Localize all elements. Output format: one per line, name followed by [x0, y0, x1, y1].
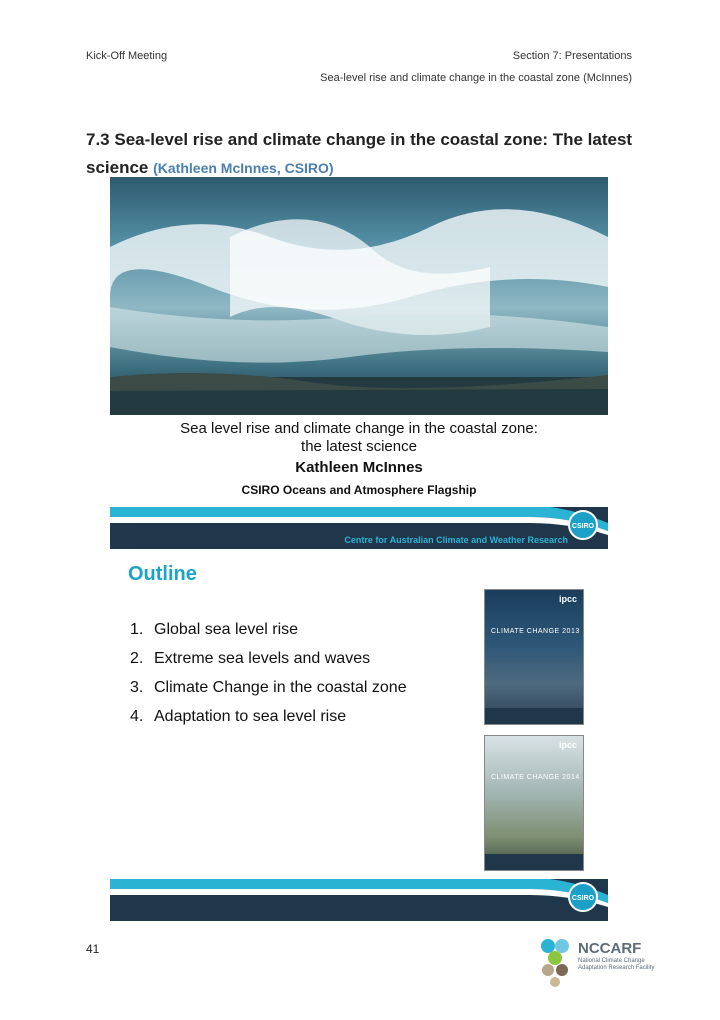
list-item: 1. Global sea level rise	[130, 621, 299, 638]
band-caption: Centre for Australian Climate and Weather Research	[344, 535, 568, 545]
slide-title-line2: the latest science	[301, 438, 417, 455]
page-number: 41	[86, 942, 100, 956]
outline-heading: Outline	[128, 563, 197, 585]
outline-list	[130, 615, 407, 731]
list-item: 4. Adaptation to sea level rise	[130, 708, 347, 725]
section-title-text: 7.3 Sea-level rise and climate change in the coastal zone: The latest science	[86, 130, 633, 177]
section-heading	[86, 126, 646, 182]
nccarf-logo-name: NCCARF	[578, 940, 642, 957]
cover-title: CLIMATE CHANGE 2014	[491, 774, 580, 781]
slide-title-line1: Sea level rise and climate change in the coastal zone:	[180, 420, 538, 437]
cover-title: CLIMATE CHANGE 2013	[491, 628, 580, 635]
presenter-name: Kathleen McInnes	[295, 459, 423, 476]
cover-footer	[485, 708, 583, 724]
csiro-logo-icon: CSIRO	[568, 882, 598, 912]
csiro-logo-icon: CSIRO	[568, 510, 598, 540]
header-section: Section 7: Presentations	[512, 50, 632, 62]
ipcc-report-cover-2013	[484, 589, 584, 725]
header-subtitle: Sea-level rise and climate change in the coastal zone (McInnes)	[320, 72, 632, 84]
ocean-wave-photo	[110, 177, 608, 415]
header-meeting-title: Kick-Off Meeting	[86, 50, 168, 62]
outline-slide	[110, 549, 608, 921]
ipcc-report-cover-2014	[484, 735, 584, 871]
cover-footer	[485, 854, 583, 870]
presenter-org: CSIRO Oceans and Atmosphere Flagship	[241, 483, 477, 497]
section-author: (Kathleen McInnes, CSIRO)	[153, 160, 334, 176]
slide-footer-band	[110, 879, 608, 921]
ipcc-logo-text: ipcc	[558, 740, 577, 750]
list-item: 2. Extreme sea levels and waves	[130, 650, 371, 667]
nccarf-logo-subtitle: National Climate Change Adaptation Research Facility	[578, 958, 655, 971]
title-slide-text	[110, 420, 608, 497]
list-item: 3. Climate Change in the coastal zone	[130, 679, 407, 696]
title-slide	[110, 177, 608, 549]
ipcc-logo-text: ipcc	[558, 594, 577, 604]
